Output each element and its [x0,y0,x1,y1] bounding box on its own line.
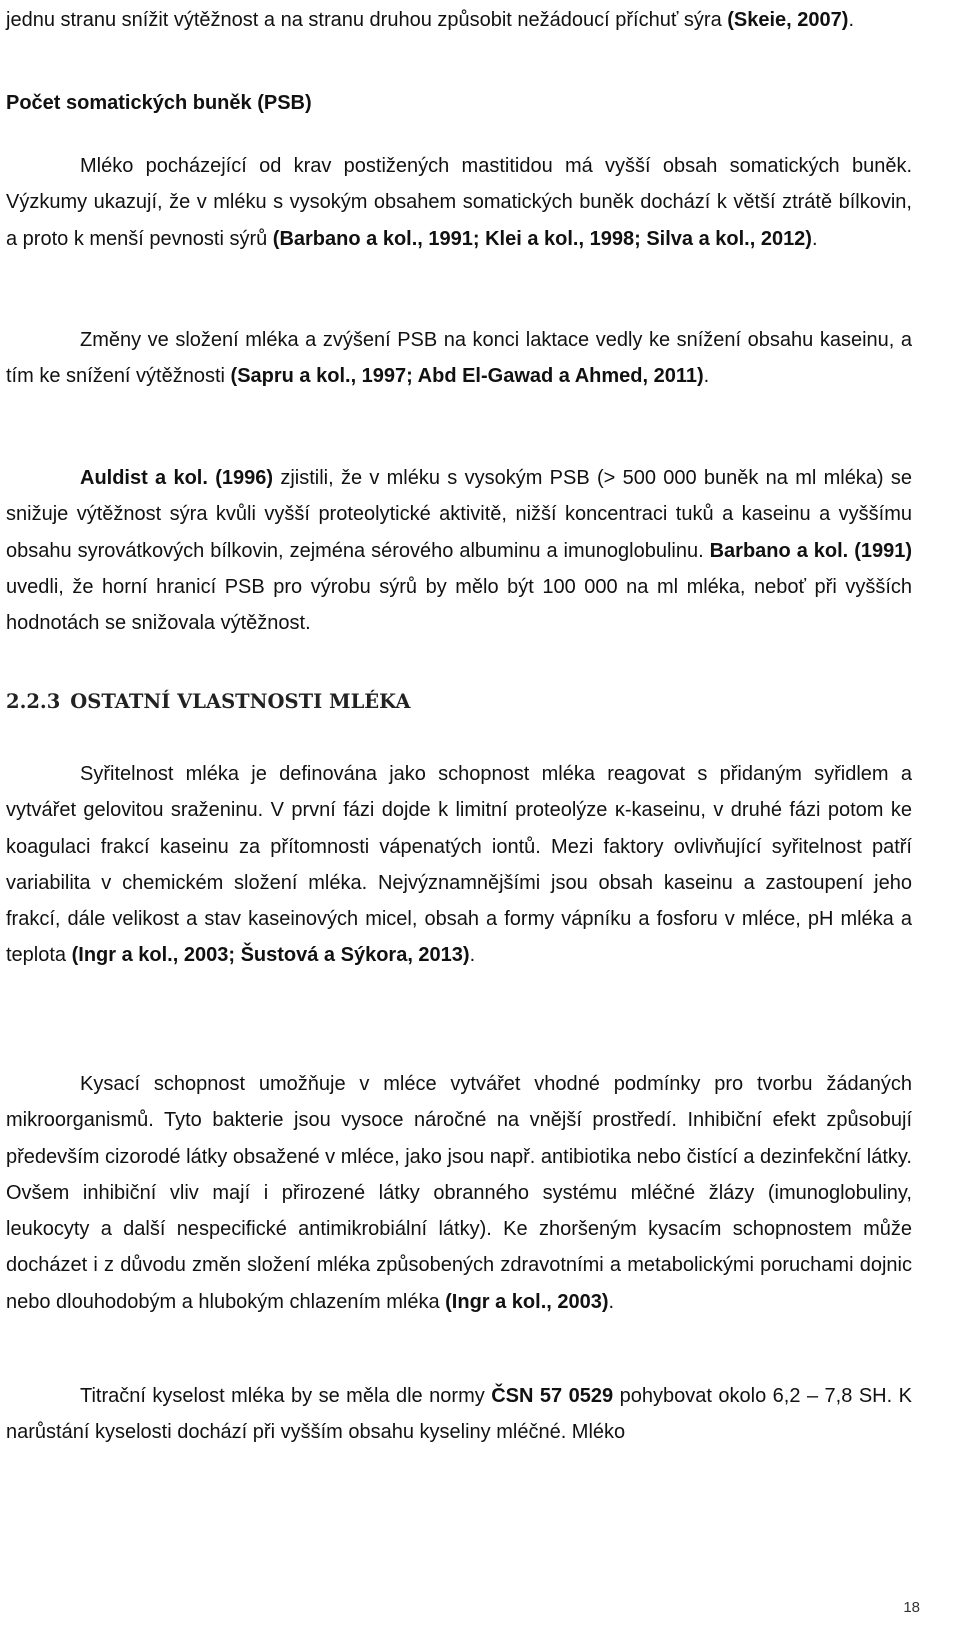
text-run: jednu stranu snížit výtěžnost a na stranu druhou způsobit nežádoucí příchuť sýra [6,9,728,31]
paragraph-syritelnost [6,756,912,974]
citation-text: , 1997; [350,365,418,388]
citation-abd-el-gawad: Abd El-Gawad a Ahmed [417,365,643,388]
paragraph-auldist [6,460,912,641]
citation-sapru: (Sapru a kol. [230,365,351,388]
section-number: 2.2.3 [6,690,61,713]
citation-text: , 2012) [749,227,812,250]
norm-reference: ČSN 57 0529 [491,1385,614,1407]
citation-klei: Klei a kol. [485,227,579,250]
citation-sustova: Šustová a Sýkora [240,944,408,967]
subheading-psb: Počet somatických buněk (PSB) [6,92,312,114]
citation-ingr: (Ingr a kol. [445,1290,547,1313]
paragraph-intro-continued [6,2,912,38]
citation-text: , 2011) [642,365,704,388]
paragraph-psb [6,148,912,257]
citation-year: (1991) [854,539,913,562]
citation-barbano: Barbano a kol. [709,539,849,562]
citation-text: , 1998; [578,227,647,250]
citation-auldist: Auldist a kol. [80,467,208,489]
text-run: Titrační kyselost mléka by se měla dle normy [80,1385,492,1407]
paragraph-titracni [6,1378,912,1451]
citation-barbano: (Barbano a kol. [272,227,418,250]
citation-text: , 2003) [546,1290,609,1313]
paragraph-zmeny [6,322,912,395]
text-run: . [469,944,476,967]
text-run: uvedli, že horní hranicí PSB pro výrobu sýrů by mělo být 100 000 na ml mléka, neboť při vyšších hodnotách se snižovala výtěžnost. [6,575,912,635]
page-number: 18 [903,1599,920,1616]
text-run: pohybovat okolo 6,2 – 7,8 SH. K narůstání kyselosti dochází při vyšším obsahu kyseliny mléčné. Mléko [6,1385,912,1444]
text-run: . [608,1290,615,1313]
citation-text: , 2013) [407,944,470,967]
text-run: . [811,227,818,250]
text-run: . [703,365,710,388]
text-run: Změny ve složení mléka a zvýšení PSB na konci laktace vedly ke snížení obsahu kaseinu, a tím ke snížení výtěžnosti [6,329,912,388]
citation-text: , 2003; [172,944,241,967]
citation-ingr: (Ingr a kol. [71,944,173,967]
text-run: zjistili, že v mléku s vysokým PSB (> 500 000 buněk na ml mléka) se snižuje výtěžnost sýra kvůli vyšší proteolytické aktivitě, nižší koncentraci tuků a kaseinu a vyššímu obsahu syrovátkových bílkovin, zejména sérového albuminu a imunoglobulinu. [6,467,913,562]
paragraph-kysaci [6,1066,912,1320]
citation-skeie: (Skeie, 2007) [727,9,849,31]
citation-text: , 1991; [417,227,486,250]
citation-silva: Silva a kol. [646,227,750,250]
text-run: Syřitelnost mléka je definována jako schopnost mléka reagovat s přidaným syřidlem a vytvářet gelovitou sraženinu. V první fázi dojde k limitní proteolýze κ-kaseinu, v druhé fázi potom ke koagulaci frakcí kaseinu za přítomnosti vápenatých iontů. Mezi faktory ovlivňující syřitelnost patří variabilita v chemickém složení mléka. Nejvýznamnějšími jsou obsah kaseinu a zastoupení jeho frakcí, dále velikost a stav kaseinových micel, obsah a formy vápníku a fosforu v mléce, pH mléka a teplota [6,763,912,967]
text-run: Mléko pocházející od krav postižených mastitidou má vyšší obsah somatických buněk. Výzkumy ukazují, že v mléku s vysokým obsahem somatických buněk dochází k větší ztrátě bílkovin, a proto k menší pevnosti sýrů [6,155,912,250]
text-run: Kysací schopnost umožňuje v mléce vytvářet vhodné podmínky pro tvorbu žádaných mikroorganismů. Tyto bakterie jsou vysoce náročné na vnější prostředí. Inhibiční efekt způsobují především cizorodé látky obsažené v mléce, jako jsou např. antibiotika nebo čistící a dezinfekční látky. Ovšem inhibiční vliv mají i přirozené látky obranného systému mléčné žlázy (imunoglobuliny, leukocyty a další nespecifické antimikrobiální látky). Ke zhoršeným kysacím schopnostem může docházet i z důvodu změn složení mléka způsobených zdravotními a metabolickými poruchami dojnic nebo dlouhodobým a hlubokým chlazením mléka [6,1073,912,1313]
section-title: OSTATNÍ VLASTNOSTI MLÉKA [70,690,411,713]
text-run: . [848,9,855,31]
section-heading [6,682,912,722]
citation-year: (1996) [215,467,274,489]
